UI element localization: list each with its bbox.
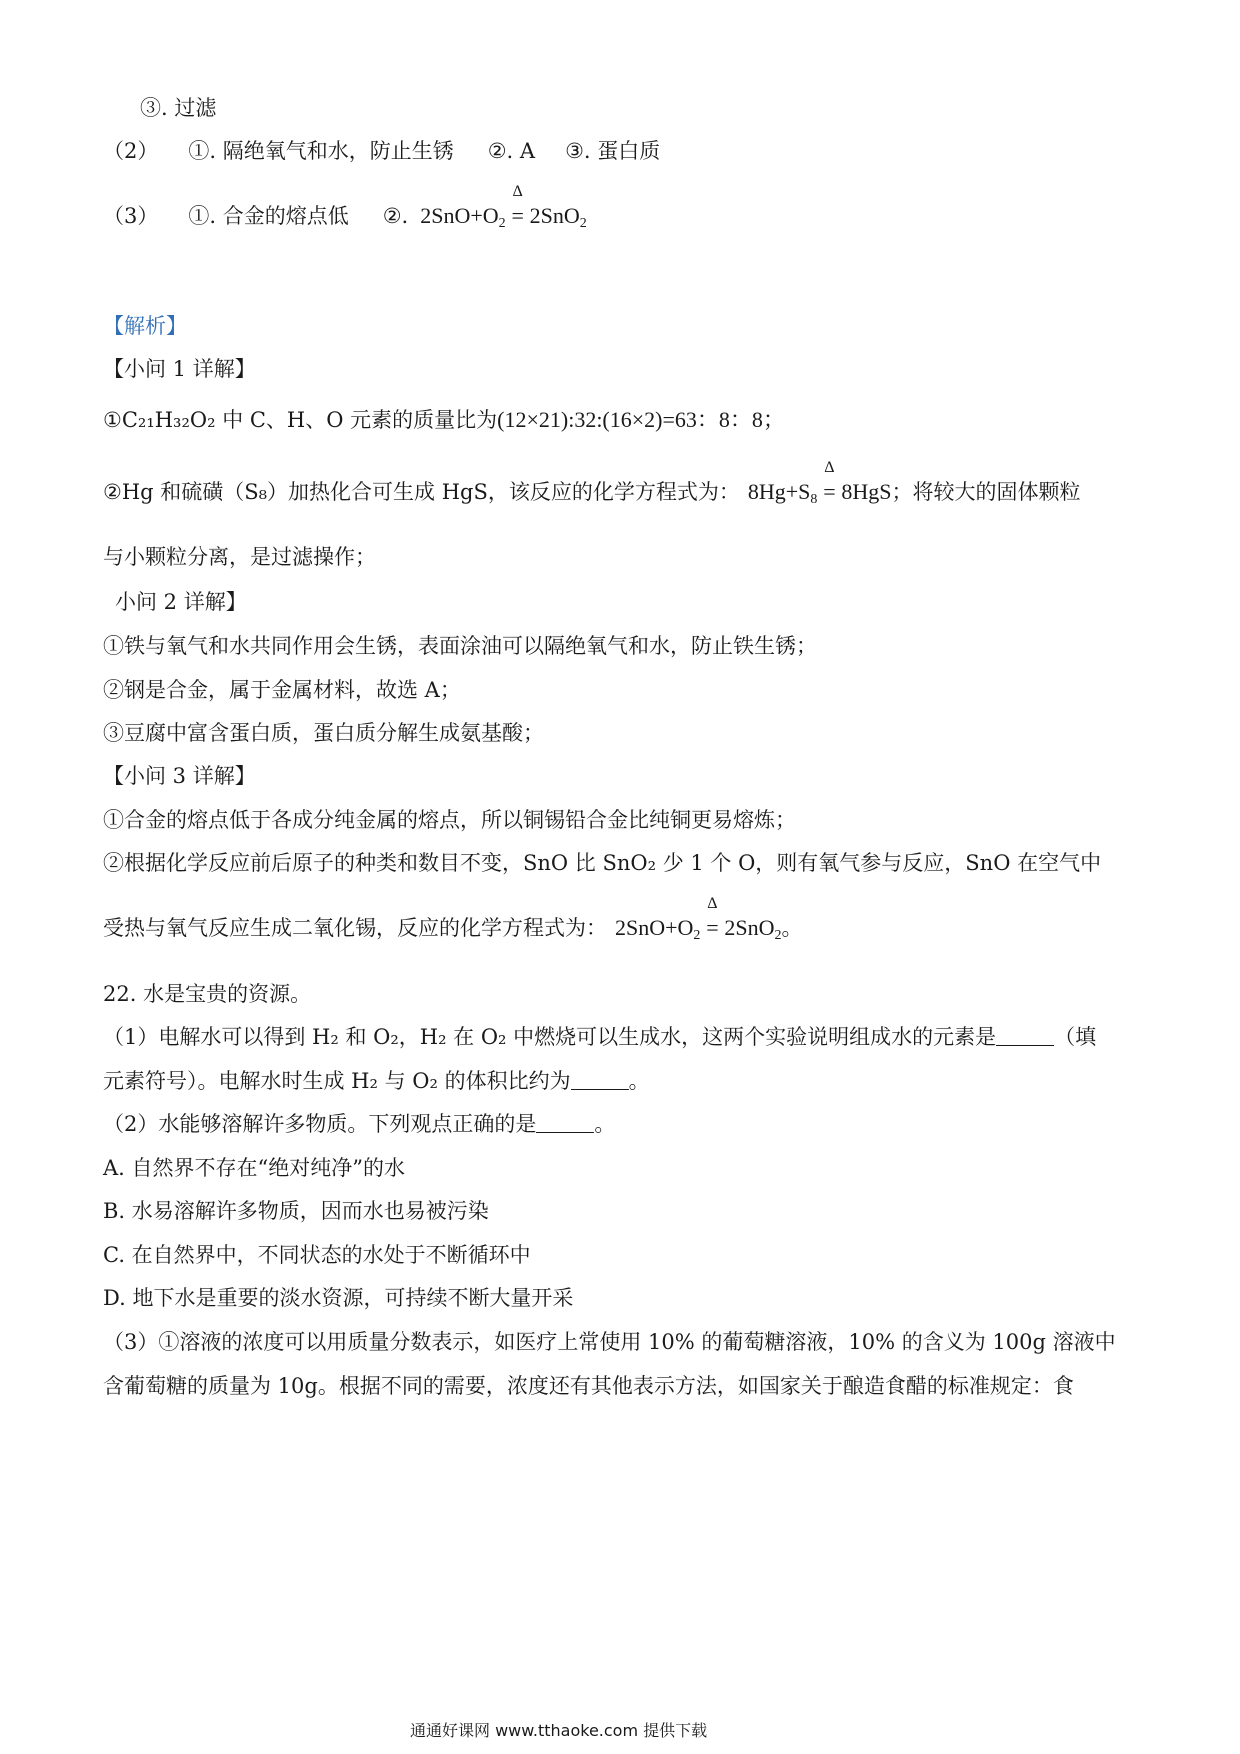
answer-q2: [103, 137, 660, 165]
analysis-p6: ①合金的熔点低于各成分纯金属的熔点，所以铜锡铅合金比纯铜更易熔炼；: [103, 808, 796, 832]
analysis-p2-cont: 与小颗粒分离，是过滤操作；: [103, 545, 376, 569]
heat-delta-symbol: Δ: [707, 895, 718, 912]
answer-q3-b: ②.: [382, 204, 409, 228]
equation-sno-analysis: $2SnO+O_2$ Δ = 2SnO$_2$: [615, 895, 782, 943]
answer-q2-b: ②. A: [487, 139, 536, 163]
sub-question-1-heading: 【小问 1 详解】: [103, 357, 256, 381]
option-d[interactable]: D. 地下水是重要的淡水资源，可持续不断大量开采: [103, 1286, 574, 1310]
question-22-part2: （2）水能够溶解许多物质。下列观点正确的是 。: [103, 1112, 616, 1136]
analysis-p3: ①铁与氧气和水共同作用会生锈，表面涂油可以隔绝氧气和水，防止铁生锈；: [103, 634, 817, 658]
question-22-part3-line1: （3）①溶液的浓度可以用质量分数表示，如医疗上常使用 10% 的葡萄糖溶液，10% 的含义为 100g 溶液中: [103, 1330, 1116, 1354]
question-22-title: 22. 水是宝贵的资源。: [103, 982, 312, 1006]
answer-q2-c: ③. 蛋白质: [565, 139, 661, 163]
option-a[interactable]: A. 自然界不存在“绝对纯净”的水: [103, 1156, 405, 1180]
question-22-part1-line2: 元素符号）。电解水时生成 H₂ 与 O₂ 的体积比约为 。: [103, 1069, 650, 1093]
answer-blank[interactable]: [536, 1114, 594, 1133]
answer-blank[interactable]: [571, 1071, 629, 1090]
answer-q3-number: （3）: [103, 204, 159, 228]
analysis-heading: 【解析】: [103, 314, 187, 338]
question-22-part1-line1: （1）电解水可以得到 H₂ 和 O₂，H₂ 在 O₂ 中燃烧可以生成水，这两个实验说明组成水的元素是 （填: [103, 1025, 1097, 1049]
answer-q3: [103, 183, 587, 231]
option-b[interactable]: B. 水易溶解许多物质，因而水也易被污染: [103, 1199, 489, 1223]
mass-ratio-formula: (12×21):32:(16×2)=63：8：8；: [497, 407, 785, 432]
analysis-p1: ①C₂₁H₃₂O₂ 中 C、H、O 元素的质量比为(12×21):32:(16×2)=63：8：8；: [103, 407, 785, 432]
heat-delta-symbol: Δ: [512, 183, 523, 200]
analysis-p2: ②Hg 和硫磺（S₈）加热化合可生成 HgS，该反应的化学方程式为： $8Hg+S_8$ Δ = 8HgS；将较大的固体颗粒: [103, 459, 1081, 507]
answer-q2-number: （2）: [103, 139, 159, 163]
answer-line-filter: ③. 过滤: [140, 96, 217, 120]
option-c[interactable]: C. 在自然界中，不同状态的水处于不断循环中: [103, 1243, 531, 1267]
answer-q3-a: ①. 合金的熔点低: [188, 204, 349, 228]
answer-blank[interactable]: [996, 1027, 1054, 1046]
heat-delta-symbol: Δ: [824, 459, 835, 476]
question-22-part3-line2: 含葡萄糖的质量为 10g。根据不同的需要，浓度还有其他表示方法，如国家关于酿造食醋的标准规定：食: [103, 1374, 1074, 1398]
equation-sno-answer: $2SnO+O_2$ Δ = 2SnO$_2$: [420, 183, 587, 231]
sub-question-3-heading: 【小问 3 详解】: [103, 764, 256, 788]
analysis-p4: ②钢是合金，属于金属材料，故选 A；: [103, 678, 461, 702]
analysis-p8: 受热与氧气反应生成二氧化锡，反应的化学方程式为： $2SnO+O_2$ Δ = 2SnO$_2$。: [103, 895, 803, 943]
sub-question-2-heading: 小问 2 详解】: [115, 590, 247, 614]
page-footer: 通通好课网 www.tthaoke.com 提供下载: [410, 1721, 708, 1740]
analysis-p5: ③豆腐中富含蛋白质，蛋白质分解生成氨基酸；: [103, 721, 544, 745]
analysis-p7: ②根据化学反应前后原子的种类和数目不变，SnO 比 SnO₂ 少 1 个 O，则有氧气参与反应，SnO 在空气中: [103, 851, 1102, 875]
equation-hgs: $8Hg+S_8$ Δ = 8HgS: [747, 459, 892, 507]
answer-q2-a: ①. 隔绝氧气和水，防止生锈: [188, 139, 454, 163]
